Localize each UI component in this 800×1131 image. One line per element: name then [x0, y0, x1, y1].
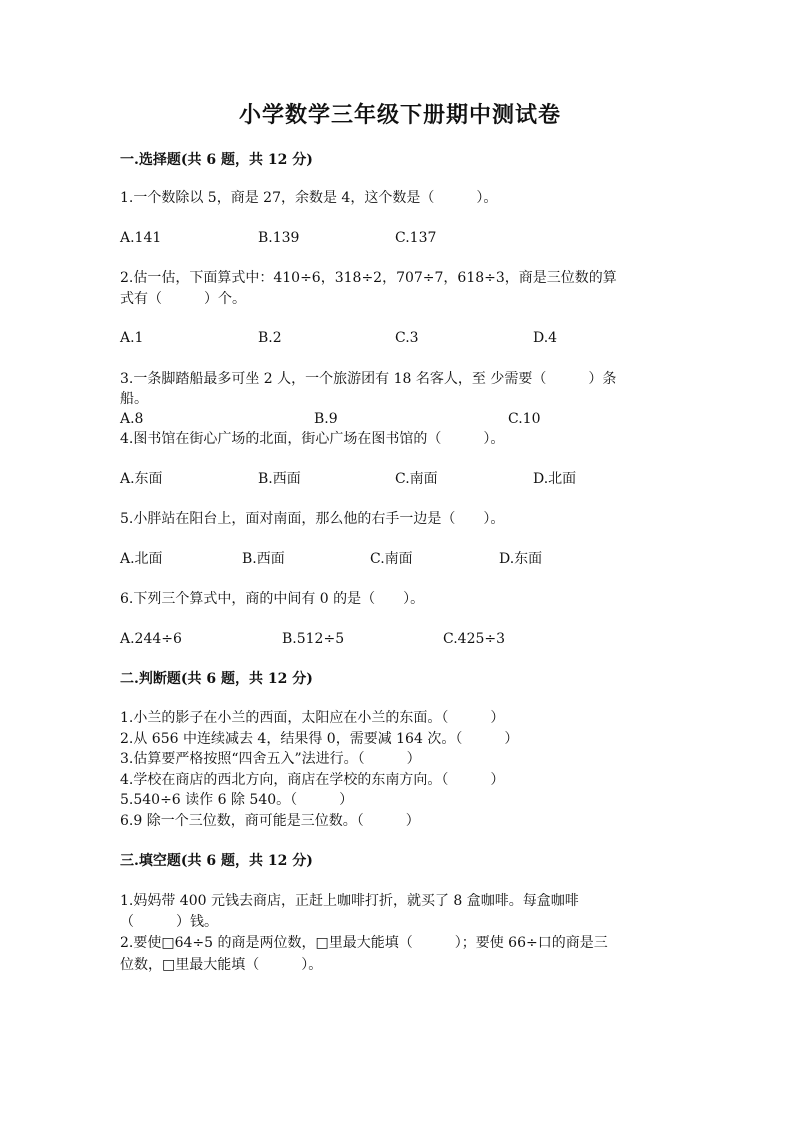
choice-q2-option-a: A.1	[120, 330, 144, 346]
section-heading-choice: 一.选择题(共 6 题，共 12 分)	[120, 152, 313, 168]
choice-q3-text-line2: 船。	[120, 391, 148, 407]
choice-q5-text: 5.小胖站在阳台上，面对南面，那么他的右手一边是（ ）。	[120, 511, 505, 527]
choice-q5-option-a: A.北面	[120, 551, 163, 567]
choice-q6-option-b: B.512÷5	[282, 631, 345, 647]
choice-q4-text: 4.图书馆在街心广场的北面，街心广场在图书馆的（ ）。	[120, 431, 505, 447]
choice-q1-text: 1.一个数除以 5，商是 27，余数是 4，这个数是（ ）。	[120, 190, 498, 206]
choice-q6-text: 6.下列三个算式中，商的中间有 0 的是（ ）。	[120, 591, 425, 607]
choice-q2-option-c: C.3	[395, 330, 419, 346]
true-false-item: 5.540÷6 读作 6 除 540。（ ）	[120, 792, 354, 808]
section-heading-fill-blank: 三.填空题(共 6 题，共 12 分)	[120, 853, 313, 869]
choice-q1-option-c: C.137	[395, 230, 437, 246]
choice-q4-option-b: B.西面	[258, 471, 301, 487]
choice-q4-option-a: A.东面	[120, 471, 163, 487]
choice-q3-text-line1: 3.一条脚踏船最多可坐 2 人，一个旅游团有 18 名客人，至 少需要（ ）条	[120, 371, 617, 387]
choice-q3-option-a: A.8	[120, 411, 144, 427]
choice-q2-option-b: B.2	[258, 330, 282, 346]
choice-q4-option-c: C.南面	[395, 471, 438, 487]
choice-q3-option-c: C.10	[508, 411, 541, 427]
fill-blank-q1-line2: （ ）钱。	[120, 914, 218, 930]
choice-q2-option-d: D.4	[533, 330, 558, 346]
choice-q2-text-line1: 2.估一估，下面算式中：410÷6，318÷2，707÷7，618÷3，商是三位数的算	[120, 270, 617, 286]
choice-q5-option-b: B.西面	[242, 551, 285, 567]
fill-blank-q1-line1: 1.妈妈带 400 元钱去商店，正赶上咖啡打折，就买了 8 盒咖啡。每盒咖啡	[120, 893, 579, 909]
choice-q1-option-a: A.141	[120, 230, 162, 246]
choice-q6-option-c: C.425÷3	[443, 631, 506, 647]
choice-q1-option-b: B.139	[258, 230, 300, 246]
true-false-item: 6.9 除一个三位数，商可能是三位数。（ ）	[120, 813, 420, 829]
true-false-item: 4.学校在商店的西北方向，商店在学校的东南方向。（ ）	[120, 772, 505, 788]
true-false-item: 3.估算要严格按照“四舍五入”法进行。（ ）	[120, 751, 421, 767]
fill-blank-q2-line2: 位数，□里最大能填（ ）。	[120, 957, 323, 973]
choice-q6-option-a: A.244÷6	[120, 631, 182, 647]
choice-q5-option-c: C.南面	[370, 551, 413, 567]
page-title: 小学数学三年级下册期中测试卷	[238, 102, 561, 128]
choice-q4-option-d: D.北面	[533, 471, 577, 487]
fill-blank-q2-line1: 2.要使□64÷5 的商是两位数，□里最大能填（ ）；要使 66÷口的商是三	[120, 935, 608, 951]
choice-q5-option-d: D.东面	[499, 551, 543, 567]
true-false-item: 2.从 656 中连续减去 4，结果得 0，需要减 164 次。（ ）	[120, 731, 519, 747]
choice-q3-option-b: B.9	[314, 411, 338, 427]
true-false-item: 1.小兰的影子在小兰的西面，太阳应在小兰的东面。（ ）	[120, 710, 505, 726]
section-heading-true-false: 二.判断题(共 6 题，共 12 分)	[120, 671, 313, 687]
choice-q2-text-line2: 式有（ ）个。	[120, 291, 246, 307]
